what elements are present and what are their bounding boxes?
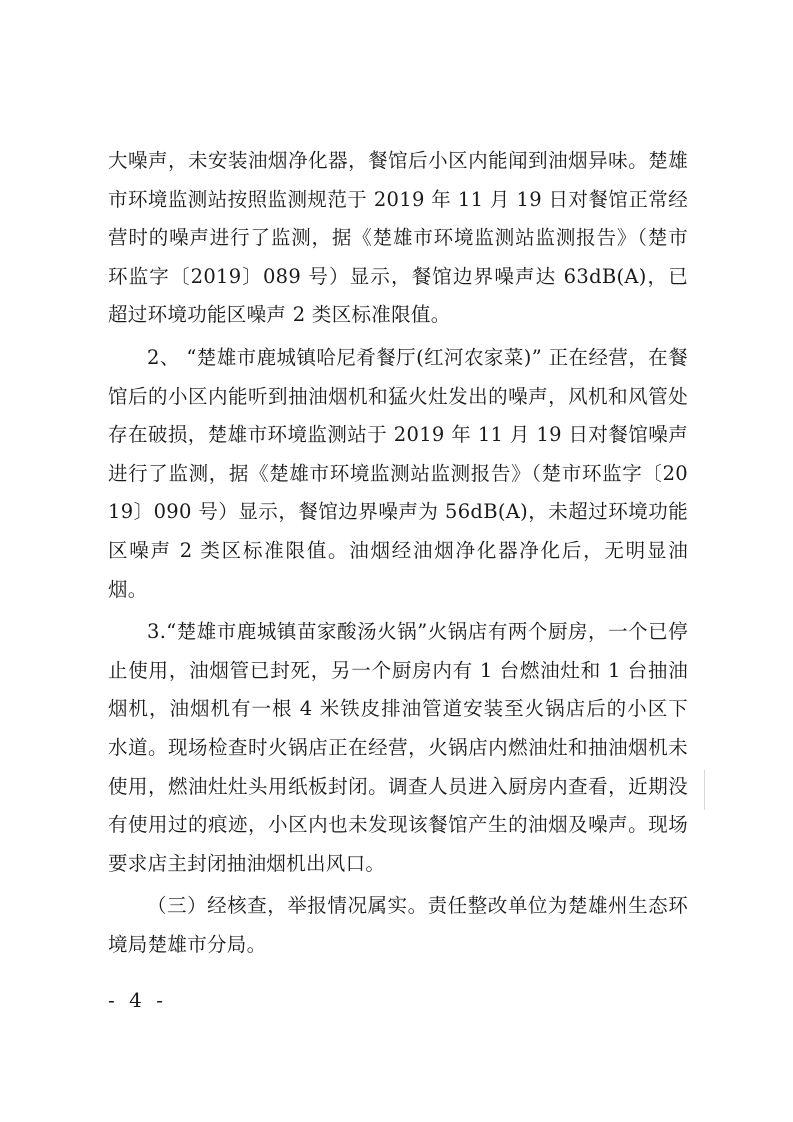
page-number: - 4 - xyxy=(108,988,167,1012)
scan-artifact-line xyxy=(704,770,705,810)
paragraph-3: 3.“楚雄市鹿城镇苗家酸汤火锅”火锅店有两个厨房，一个已停止使用，油烟管已封死，另一个厨房内有 1 台燃油灶和 1 台抽油烟机，油烟机有一根 4 米铁皮排油管道安装至火锅店后的小区下水道。现场检查时火锅店正在经营，火锅店内燃油灶和抽油烟机未使用，燃油灶灶头用纸板封闭。调查人员进入厨房内查看，近期没有使用过的痕迹，小区内也未发现该餐馆产生的油烟及噪声。现场要求店主封闭抽油烟机出风口。 xyxy=(108,620,688,875)
paragraph-4: （三）经核查，举报情况属实。责任整改单位为楚雄州生态环境局楚雄市分局。 xyxy=(108,894,688,956)
document-body xyxy=(108,142,688,968)
paragraph-2: 2、 “楚雄市鹿城镇哈尼肴餐厅(红河农家菜)” 正在经营，在餐馆后的小区内能听到抽油烟机和猛火灶发出的噪声，风机和风管处存在破损，楚雄市环境监测站于 2019 年 11 月 19 日对餐馆噪声进行了监测，据《楚雄市环境监测站监测报告》（楚市环监字〔2019〕090 号）显示，餐馆边界噪声为 56dB(A)，未超过环境功能区噪声 2 类区标准限值。油烟经油烟净化器净化后，无明显油烟。 xyxy=(108,345,688,601)
paragraph-1: 大噪声，未安装油烟净化器，餐馆后小区内能闻到油烟异味。楚雄市环境监测站按照监测规范于 2019 年 11 月 19 日对餐馆正常经营时的噪声进行了监测，据《楚雄市环境监测站监测报告》（楚市环监字〔2019〕089 号）显示，餐馆边界噪声达 63dB(A)，已超过环境功能区噪声 2 类区标准限值。 xyxy=(108,149,688,327)
